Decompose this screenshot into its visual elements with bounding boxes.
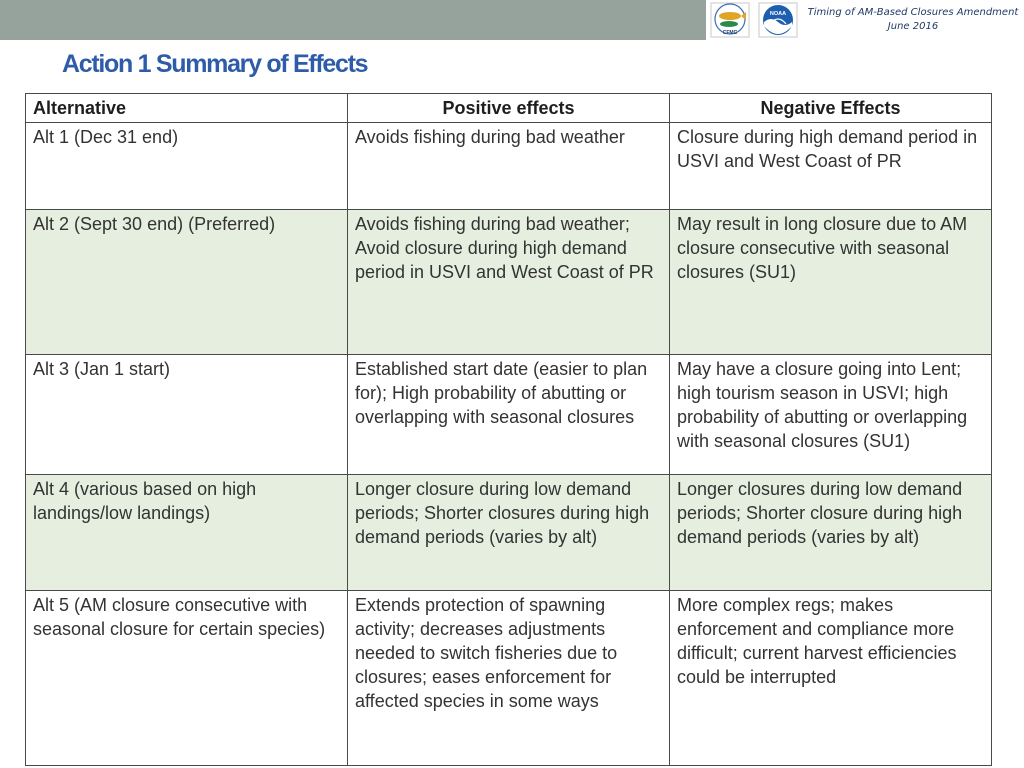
slide-title: Action 1 Summary of Effects [62, 50, 368, 78]
noaa-logo [758, 2, 798, 38]
table-row [26, 591, 992, 766]
alternative-cell: Alt 2 (Sept 30 end) (Preferred) [26, 210, 348, 355]
positive-effects-cell: Avoids fishing during bad weather; Avoid closure during high demand period in USVI and West Coast of PR [348, 210, 670, 355]
header-title: Timing of AM-Based Closures Amendment [807, 7, 1019, 18]
header-logos [706, 0, 802, 40]
noaa-logo-text: NOAA [769, 11, 787, 17]
positive-effects-cell: Extends protection of spawning activity; decreases adjustments needed to switch fisheries due to closures; eases enforcement for affected species in some ways [348, 591, 670, 766]
column-header-alternative: Alternative [26, 94, 348, 123]
alternative-cell: Alt 5 (AM closure consecutive with seasonal closure for certain species) [26, 591, 348, 766]
alternative-cell: Alt 4 (various based on high landings/low landings) [26, 475, 348, 591]
negative-effects-cell: Closure during high demand period in USVI and West Coast of PR [670, 123, 992, 210]
table-row [26, 475, 992, 591]
cfmc-fish-logo [710, 2, 750, 38]
negative-effects-cell: May result in long closure due to AM closure consecutive with seasonal closures (SU1) [670, 210, 992, 355]
negative-effects-cell: More complex regs; makes enforcement and compliance more difficult; current harvest efficiencies could be interrupted [670, 591, 992, 766]
alternative-cell: Alt 1 (Dec 31 end) [26, 123, 348, 210]
positive-effects-cell: Established start date (easier to plan for); High probability of abutting or overlapping with seasonal closures [348, 355, 670, 475]
table-row [26, 123, 992, 210]
negative-effects-cell: May have a closure going into Lent; high tourism season in USVI; high probability of abutting or overlapping with seasonal closures (SU1) [670, 355, 992, 475]
presentation-header [802, 0, 1024, 40]
positive-effects-cell: Avoids fishing during bad weather [348, 123, 670, 210]
alternative-cell: Alt 3 (Jan 1 start) [26, 355, 348, 475]
summary-table [25, 93, 992, 766]
header-date: June 2016 [887, 21, 939, 32]
table-row [26, 355, 992, 475]
cfmc-logo-text: CFMC [722, 30, 738, 36]
column-header-positive: Positive effects [348, 94, 670, 123]
positive-effects-cell: Longer closure during low demand periods; Shorter closures during high demand periods (varies by alt) [348, 475, 670, 591]
column-header-negative: Negative Effects [670, 94, 992, 123]
negative-effects-cell: Longer closures during low demand periods; Shorter closure during high demand periods (varies by alt) [670, 475, 992, 591]
table-row [26, 210, 992, 355]
table-header-row [26, 94, 992, 123]
